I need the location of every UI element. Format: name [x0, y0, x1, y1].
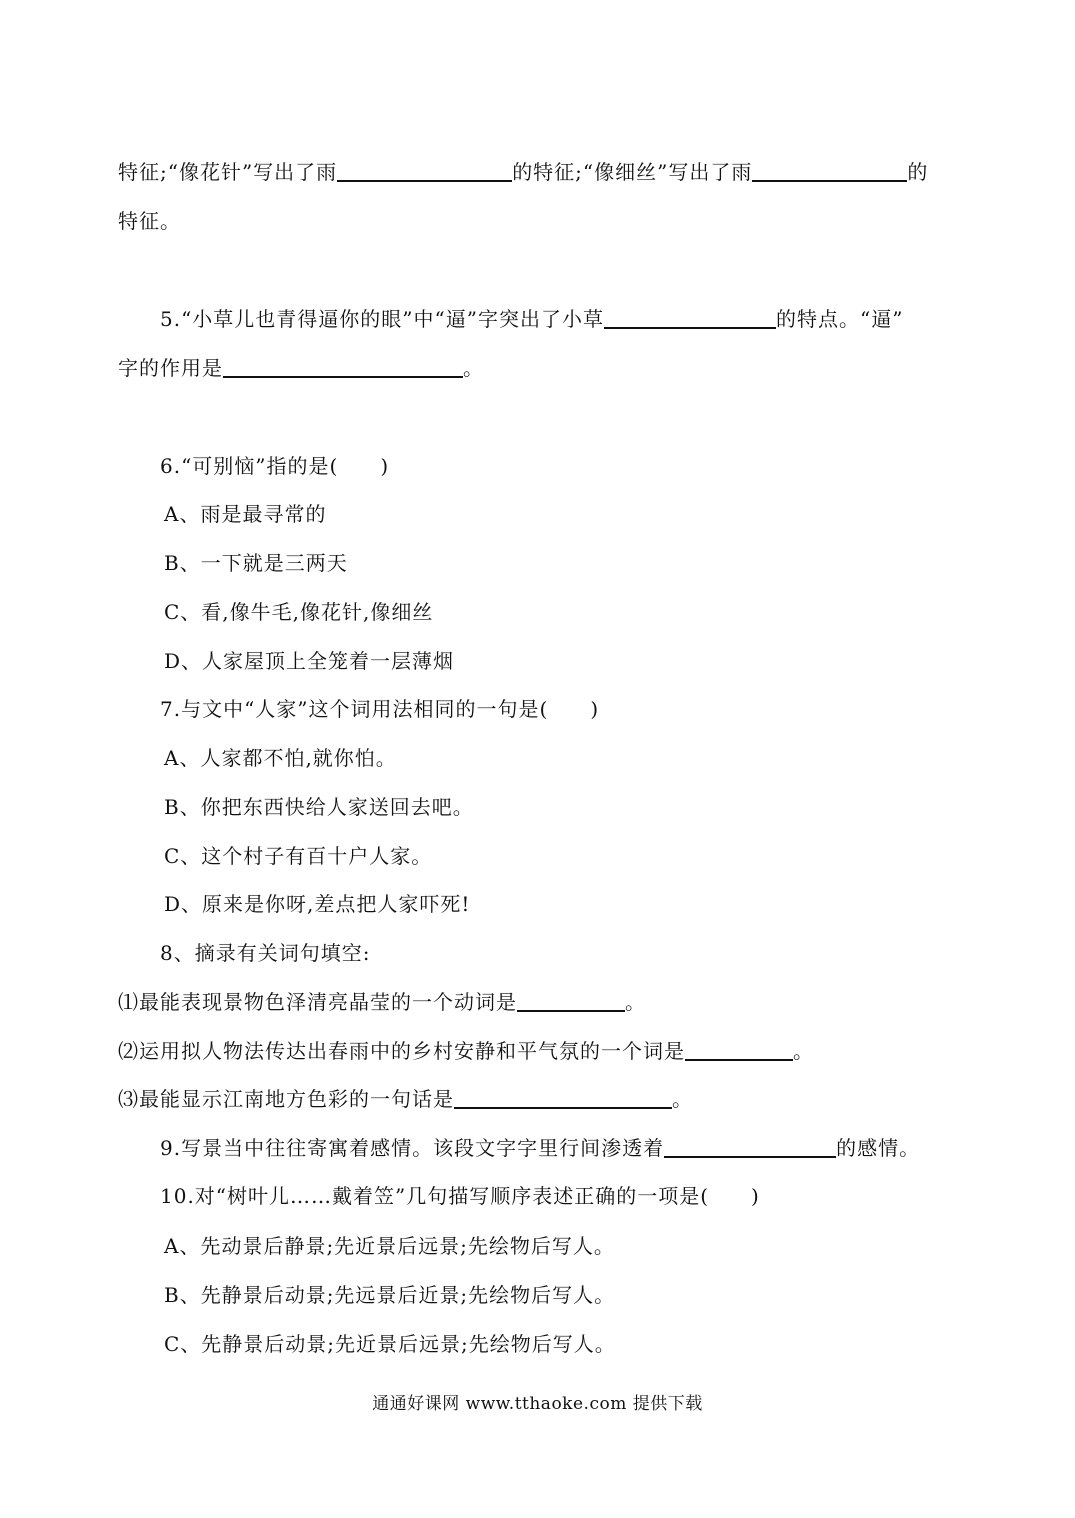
q4-text-d: 特征。 — [118, 209, 181, 233]
q6-option-b[interactable]: B、一下就是三两天 — [164, 551, 348, 575]
q8-sub3-text: ⑶最能显示江南地方色彩的一句话是 — [118, 1087, 454, 1111]
q4-blank-1[interactable] — [337, 160, 512, 182]
q10-stem: 10.对“树叶儿……戴着笠”几句描写顺序表述正确的一项是( ) — [160, 1184, 760, 1208]
q5-text-d: 。 — [463, 356, 484, 380]
q8-sub-3 — [118, 1085, 1075, 1113]
q7-option-b[interactable]: B、你把东西快给人家送回去吧。 — [164, 795, 474, 819]
q4-blank-2[interactable] — [752, 160, 907, 182]
q8-sub-1 — [118, 988, 1075, 1016]
q8-blank-2[interactable] — [685, 1039, 793, 1061]
q6-option-a[interactable]: A、雨是最寻常的 — [164, 502, 327, 526]
q4-text-a: 特征;“像花针”写出了雨 — [118, 160, 338, 184]
q5-text-c: 字的作用是 — [118, 356, 223, 380]
q5-line-1 — [160, 305, 1075, 333]
q5-text-a: 5.“小草儿也青得逼你的眼”中“逼”字突出了小草 — [160, 307, 604, 331]
q5-blank-1[interactable] — [604, 307, 776, 329]
q8-stem: 8、摘录有关词句填空: — [160, 941, 371, 965]
q7-option-a[interactable]: A、人家都不怕,就你怕。 — [164, 746, 397, 770]
q4-text-c: 的 — [907, 160, 929, 184]
q9-blank[interactable] — [664, 1136, 836, 1158]
q9-text-b: 的感情。 — [836, 1136, 921, 1160]
q9-text-a: 9.写景当中往往寄寓着感情。该段文字字里行间渗透着 — [160, 1136, 665, 1160]
q7-stem: 7.与文中“人家”这个词用法相同的一句是( ) — [160, 697, 600, 721]
q7-option-d[interactable]: D、原来是你呀,差点把人家吓死! — [164, 892, 471, 916]
q5-text-b: 的特点。“逼” — [775, 307, 904, 331]
q8-sub1-end: 。 — [625, 990, 646, 1014]
q6-option-c[interactable]: C、看,像牛毛,像花针,像细丝 — [164, 600, 434, 624]
q4-line-1 — [118, 158, 1075, 186]
q8-sub2-end: 。 — [793, 1039, 814, 1063]
q6-option-d[interactable]: D、人家屋顶上全笼着一层薄烟 — [164, 649, 455, 673]
q8-sub3-end: 。 — [672, 1087, 693, 1111]
q8-sub-2 — [118, 1037, 1075, 1065]
q6-stem: 6.“可别恼”指的是( ) — [160, 454, 390, 478]
q7-option-c[interactable]: C、这个村子有百十户人家。 — [164, 844, 433, 868]
q5-blank-2[interactable] — [223, 356, 463, 378]
q9-line — [160, 1134, 1075, 1162]
q8-blank-3[interactable] — [454, 1087, 672, 1109]
q10-option-c[interactable]: C、先静景后动景;先近景后远景;先绘物后写人。 — [164, 1332, 616, 1356]
q8-sub1-text: ⑴最能表现景物色泽清亮晶莹的一个动词是 — [118, 990, 517, 1014]
q5-line-2 — [118, 354, 1075, 382]
page-footer: 通通好课网 www.tthaoke.com 提供下载 — [372, 1394, 703, 1414]
q8-sub2-text: ⑵运用拟人物法传达出春雨中的乡村安静和平气氛的一个词是 — [118, 1039, 685, 1063]
q4-text-b: 的特征;“像细丝”写出了雨 — [512, 160, 753, 184]
q10-option-a[interactable]: A、先动景后静景;先近景后远景;先绘物后写人。 — [164, 1234, 615, 1258]
q8-blank-1[interactable] — [517, 990, 625, 1012]
q10-option-b[interactable]: B、先静景后动景;先远景后近景;先绘物后写人。 — [164, 1283, 616, 1307]
q4-line-2 — [118, 207, 1075, 235]
